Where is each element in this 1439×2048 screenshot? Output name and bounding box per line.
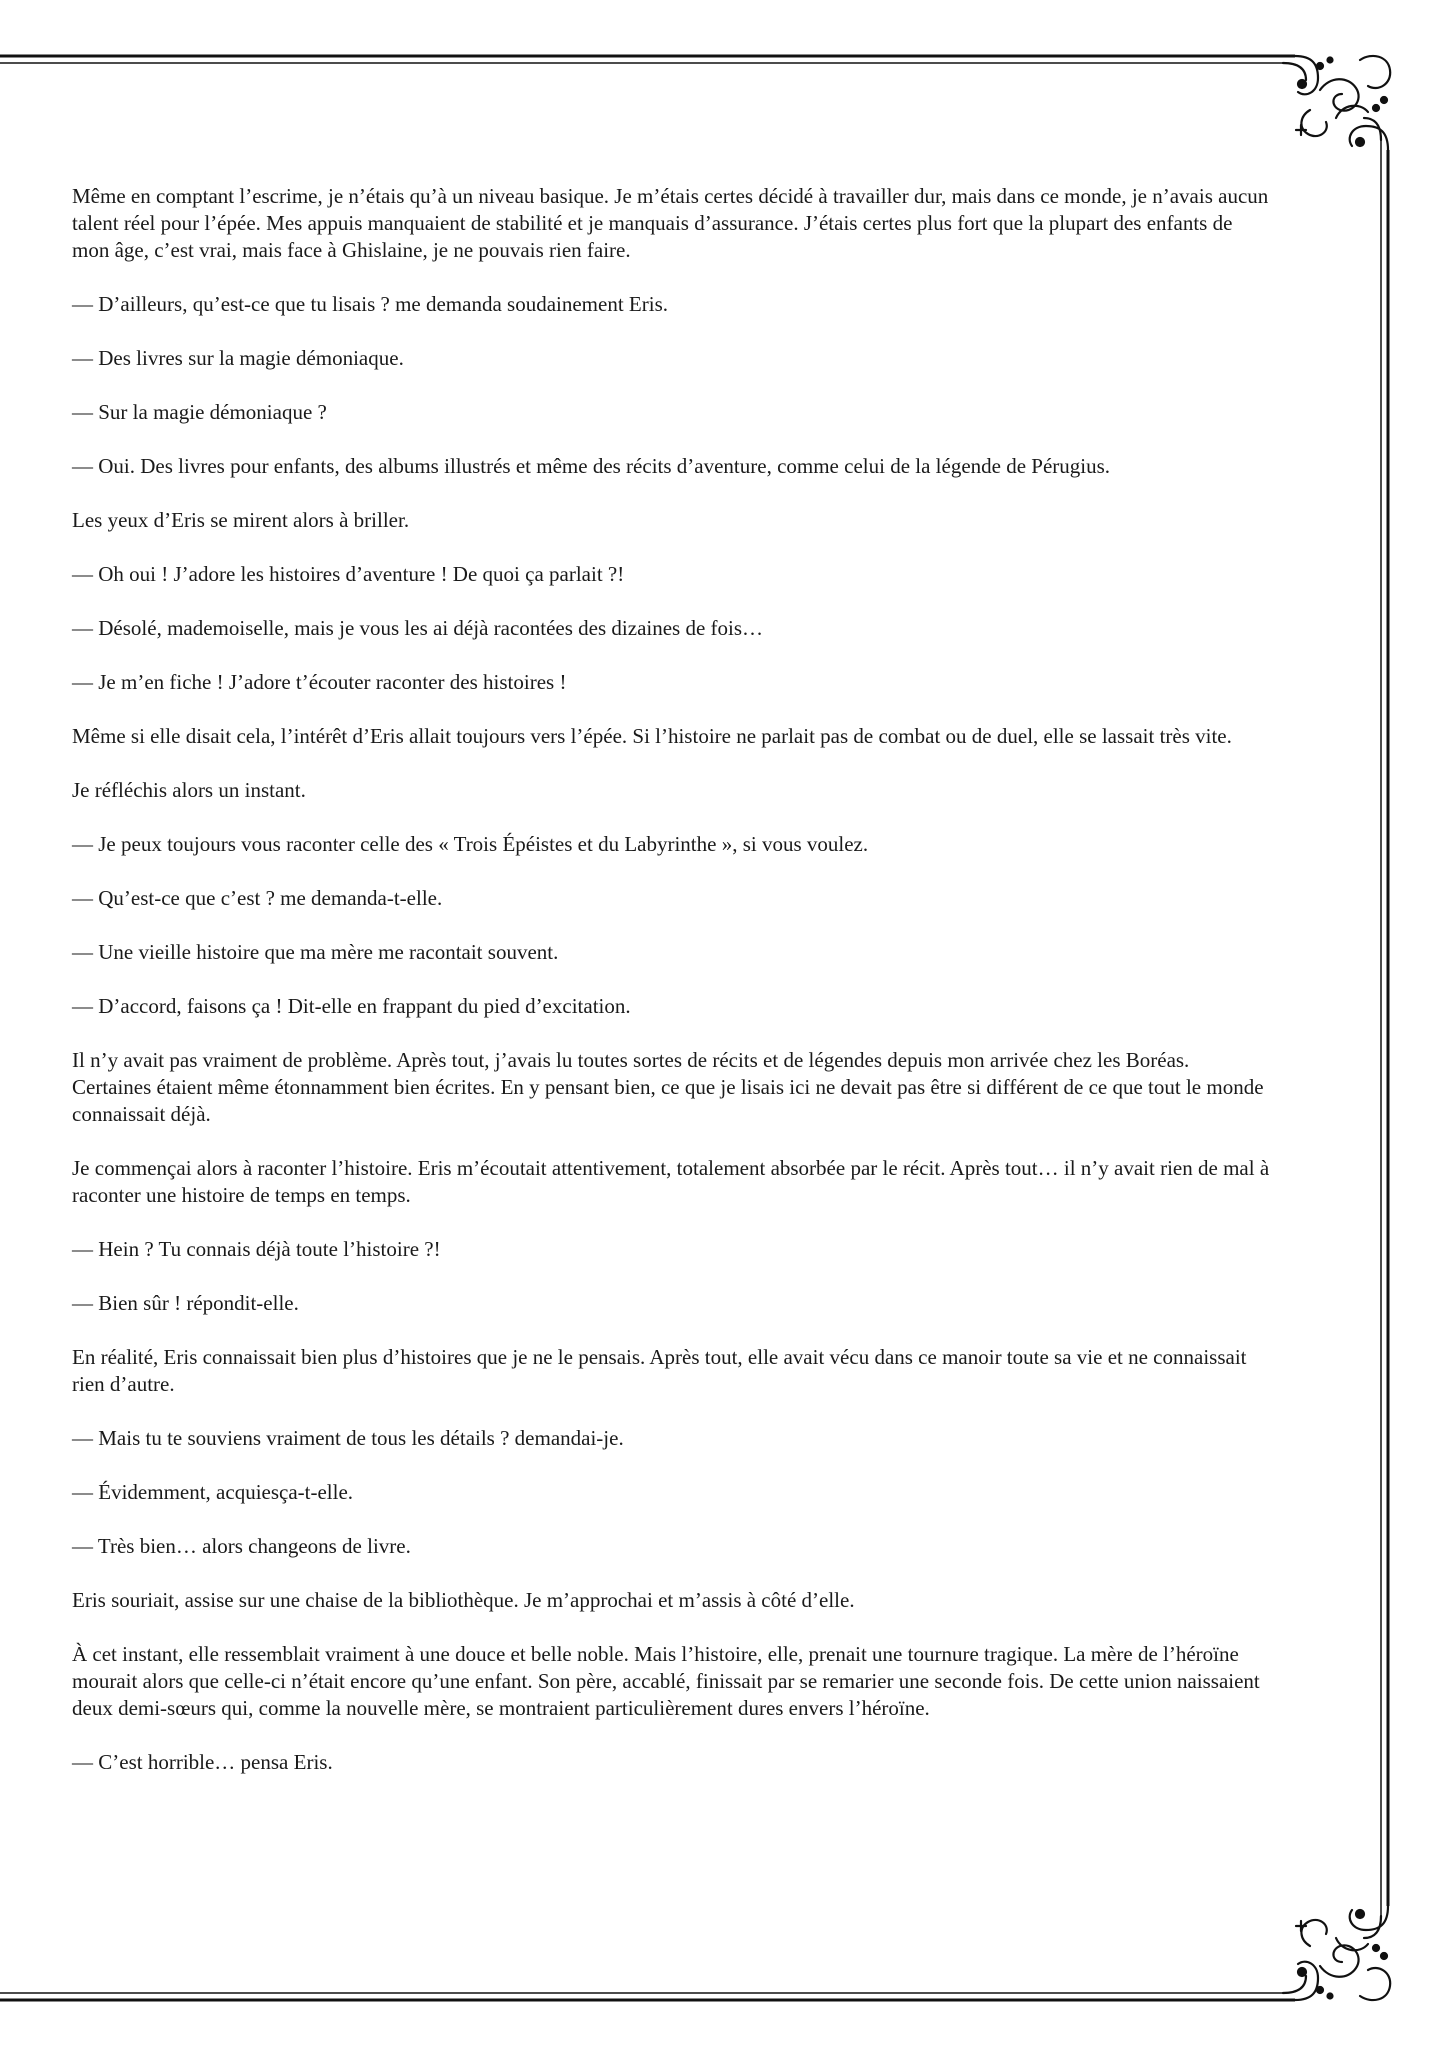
paragraph: En réalité, Eris connaissait bien plus d’histoires que je ne le pensais. Après tout, elle avait vécu dans ce manoir toute sa vie et ne connaissait rien d’autre. xyxy=(72,1345,1247,1396)
flourish-ornament-bottom-right xyxy=(1283,1906,1390,2000)
paragraph: Il n’y avait pas vraiment de problème. Après tout, j’avais lu toutes sortes de récits et de légendes depuis mon arrivée chez les Boréas. Certaines étaient même étonnamment bien écrites. En y pensant bien, ce que je lisais ici ne devait pas être si différent de ce que tout le monde connaissait déjà. xyxy=(72,1048,1264,1126)
paragraph: — Très bien… alors changeons de livre. xyxy=(72,1534,411,1558)
paragraph: — Évidemment, acquiesça-t-elle. xyxy=(72,1480,354,1504)
paragraph: Je commençai alors à raconter l’histoire. Eris m’écoutait attentivement, totalement absorbée par le récit. Après tout… il n’y avait rien de mal à raconter une histoire de temps en temps. xyxy=(72,1156,1270,1207)
paragraph: Je réfléchis alors un instant. xyxy=(72,778,306,802)
paragraph: — Qu’est-ce que c’est ? me demanda-t-elle. xyxy=(72,886,443,910)
paragraph: — Oui. Des livres pour enfants, des albums illustrés et même des récits d’aventure, comme celui de la légende de Pérugius. xyxy=(72,454,1111,478)
paragraph: — Mais tu te souviens vraiment de tous les détails ? demandai-je. xyxy=(72,1426,624,1450)
paragraph: — C’est horrible… pensa Eris. xyxy=(72,1750,333,1774)
paragraph: Même en comptant l’escrime, je n’étais qu’à un niveau basique. Je m’étais certes décidé à travailler dur, mais dans ce monde, je n’avais aucun talent réel pour l’épée. Mes appuis manquaient de stabilité et je manquais d’assurance. J’étais certes plus fort que la plupart des enfants de mon âge, c’est vrai, mais face à Ghislaine, je ne pouvais rien faire. xyxy=(72,184,1269,262)
paragraph: — Une vieille histoire que ma mère me racontait souvent. xyxy=(72,940,559,964)
paragraph: — D’ailleurs, qu’est-ce que tu lisais ? me demanda soudainement Eris. xyxy=(72,292,668,316)
paragraph: Même si elle disait cela, l’intérêt d’Eris allait toujours vers l’épée. Si l’histoire ne parlait pas de combat ou de duel, elle se lassait très vite. xyxy=(72,724,1232,748)
paragraph: À cet instant, elle ressemblait vraiment à une douce et belle noble. Mais l’histoire, elle, prenait une tournure tragique. La mère de l’héroïne mourait alors que celle-ci n’était encore qu’une enfant. Son père, accablé, finissait par se remarier une seconde fois. De cette union naissaient deux demi-sœurs qui, comme la nouvelle mère, se montraient particulièrement dures envers l’héroïne. xyxy=(72,1642,1260,1720)
paragraph: — Bien sûr ! répondit-elle. xyxy=(72,1291,299,1315)
paragraph: — Je peux toujours vous raconter celle des « Trois Épéistes et du Labyrinthe », si vous voulez. xyxy=(72,832,869,856)
paragraph: — D’accord, faisons ça ! Dit-elle en frappant du pied d’excitation. xyxy=(72,994,631,1018)
body-text xyxy=(72,183,1272,1803)
paragraph: — Des livres sur la magie démoniaque. xyxy=(72,346,404,370)
right-border xyxy=(1381,140,1388,1916)
paragraph: Eris souriait, assise sur une chaise de la bibliothèque. Je m’approchai et m’assis à côté d’elle. xyxy=(72,1588,855,1612)
bottom-border xyxy=(0,1993,1295,2000)
paragraph: — Je m’en fiche ! J’adore t’écouter raconter des histoires ! xyxy=(72,670,567,694)
paragraph: Les yeux d’Eris se mirent alors à briller. xyxy=(72,508,410,532)
top-border xyxy=(0,56,1295,63)
paragraph: — Désolé, mademoiselle, mais je vous les ai déjà racontées des dizaines de fois… xyxy=(72,616,764,640)
paragraph: — Hein ? Tu connais déjà toute l’histoire ?! xyxy=(72,1237,441,1261)
flourish-ornament-top-right xyxy=(1283,56,1390,150)
paragraph: — Sur la magie démoniaque ? xyxy=(72,400,327,424)
paragraph: — Oh oui ! J’adore les histoires d’aventure ! De quoi ça parlait ?! xyxy=(72,562,625,586)
